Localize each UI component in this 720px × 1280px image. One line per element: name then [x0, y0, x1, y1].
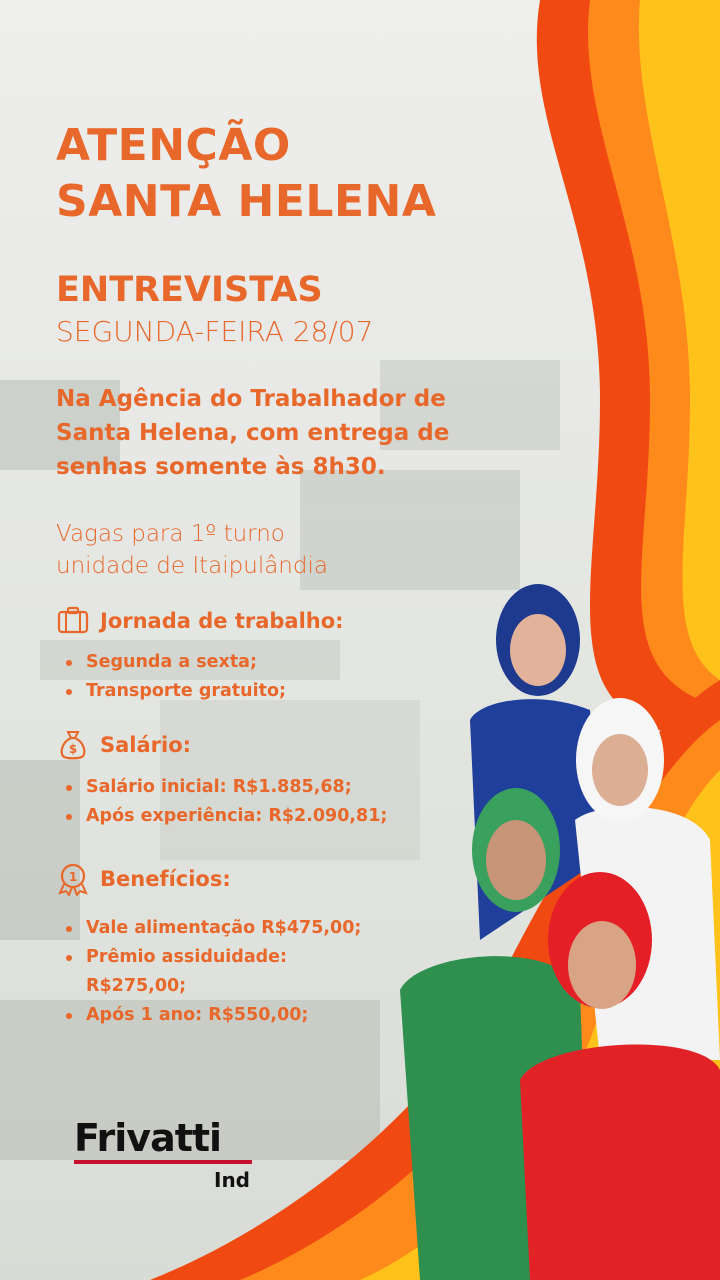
interviews-heading: ENTREVISTAS [56, 270, 323, 310]
list-item: Após experiência: R$2.090,81; [64, 802, 387, 831]
list-item: Segunda a sexta; [64, 648, 286, 677]
briefcase-icon [56, 604, 90, 638]
award-badge-icon [56, 862, 90, 896]
list-item: Após 1 ano: R$550,00; [64, 1001, 361, 1030]
frivatti-logo [74, 1118, 254, 1192]
title-line-2: SANTA HELENA [56, 176, 437, 227]
salary-section-title: Salário: [100, 733, 192, 757]
location-text: Na Agência do Trabalhador de Santa Helena, com entrega de senhas somente às 8h30. [56, 386, 450, 480]
title-line-1: ATENÇÃO [56, 120, 291, 171]
list-item: Transporte gratuito; [64, 677, 286, 706]
list-item: Prêmio assiduidade: [64, 943, 361, 972]
vacancy-text [56, 518, 328, 582]
schedule-section-heading [56, 604, 344, 638]
schedule-section-title: Jornada de trabalho: [100, 609, 344, 633]
svg-text:1: 1 [68, 870, 78, 884]
svg-text:$: $ [68, 742, 78, 756]
salary-section-heading [56, 728, 191, 762]
benefits-section-heading [56, 862, 231, 896]
logo-brand: Frivatti [74, 1116, 222, 1160]
list-item: Vale alimentação R$475,00; [64, 914, 361, 943]
salary-list [64, 773, 387, 831]
benefits-list [64, 914, 361, 1030]
vacancy-line-1: Vagas para 1º turno [56, 521, 285, 547]
list-item-continuation: R$275,00; [86, 976, 187, 996]
list-item: Salário inicial: R$1.885,68; [64, 773, 387, 802]
logo-suffix: Ind [214, 1168, 250, 1192]
schedule-list [64, 648, 286, 706]
page-title [56, 118, 436, 230]
vacancy-line-2: unidade de Itaipulândia [56, 553, 328, 579]
money-bag-icon [56, 728, 90, 762]
benefits-section-title: Benefícios: [100, 867, 231, 891]
interview-date: SEGUNDA-FEIRA 28/07 [56, 315, 374, 348]
logo-underline [74, 1160, 252, 1164]
